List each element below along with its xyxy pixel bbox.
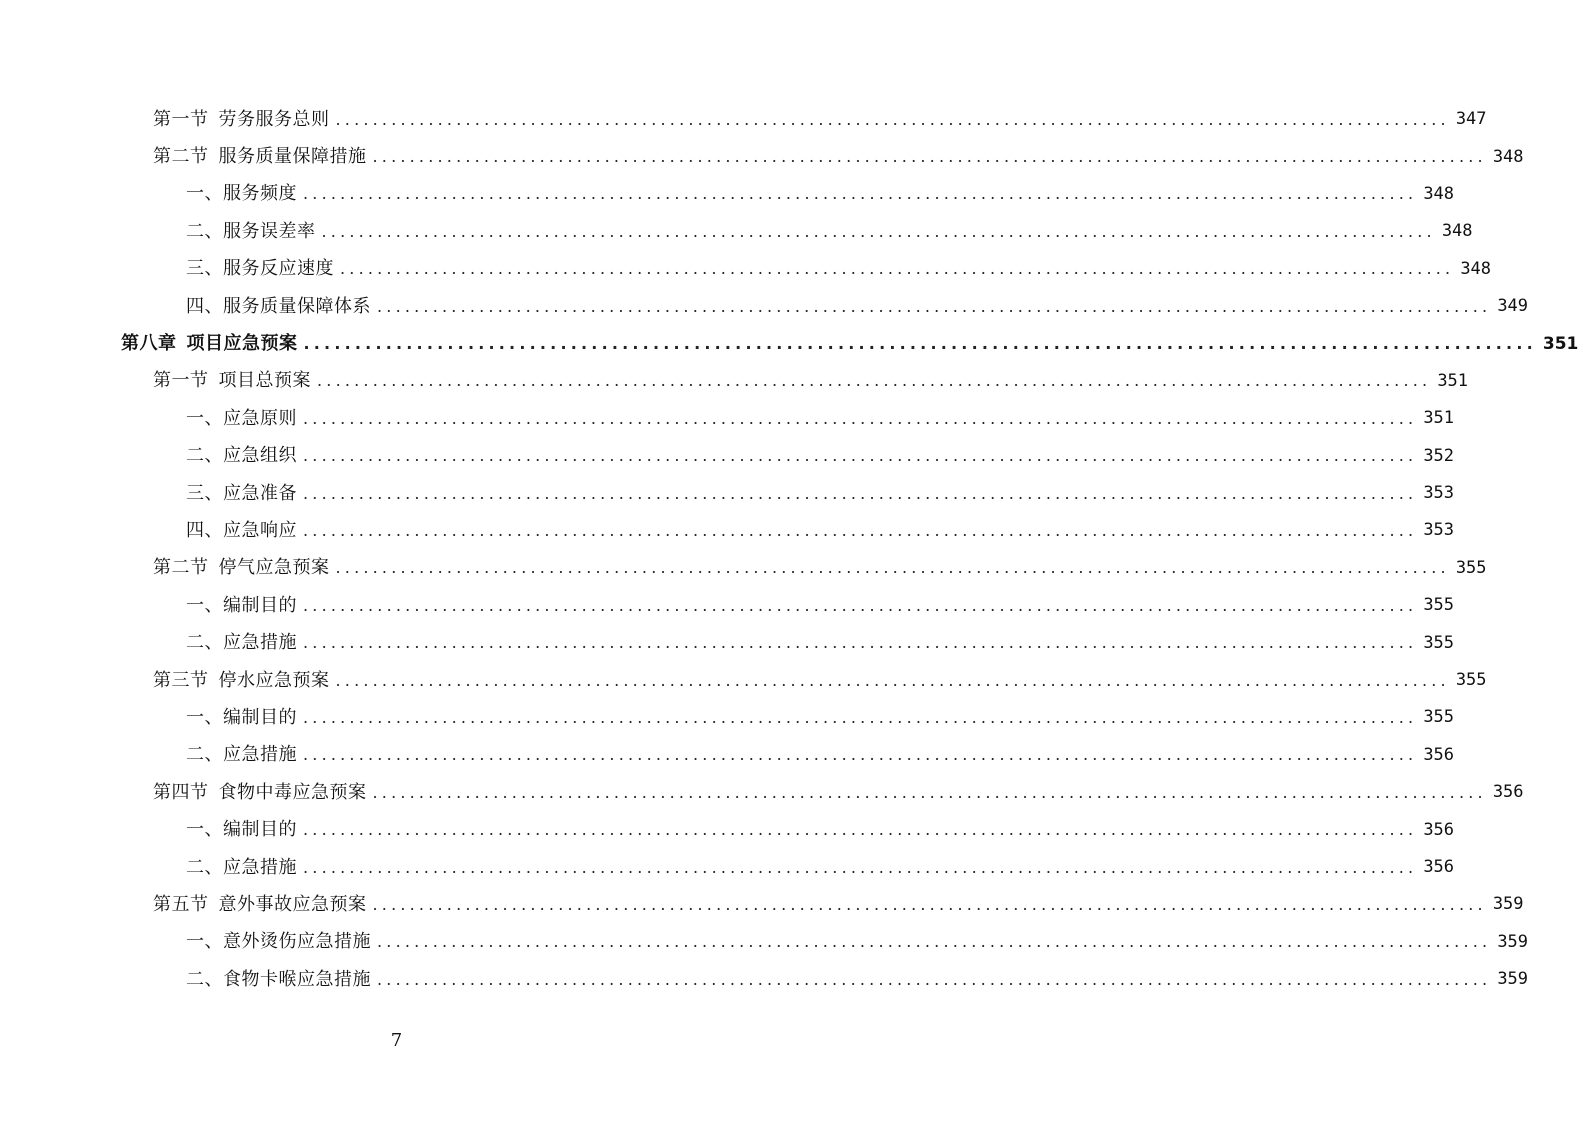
toc-entry-label: 第一节 — [153, 370, 209, 392]
toc-entry-label: 第八章 — [121, 333, 177, 355]
toc-entry-title: 二、应急组织 — [186, 445, 297, 467]
toc-entry-page: 353 — [1423, 483, 1455, 504]
toc-item-entry[interactable] — [0, 961, 1529, 998]
toc-entry-label: 第三节 — [153, 669, 209, 691]
toc-item-entry[interactable] — [0, 251, 1492, 288]
toc-entry-title: 意外事故应急预案 — [218, 893, 367, 915]
toc-dot-leader: ........................................................................................................................ — [340, 259, 1455, 279]
toc-entry-title: 项目应急预案 — [186, 333, 298, 355]
toc-entry-page: 356 — [1423, 857, 1455, 877]
toc-item-entry[interactable] — [0, 288, 1529, 325]
toc-entry-page: 356 — [1492, 782, 1524, 803]
toc-entry-page: 355 — [1423, 595, 1455, 616]
toc-dot-leader: ........................................................................................................................ — [317, 371, 1432, 391]
toc-entry-title: 停水应急预案 — [218, 669, 330, 691]
toc-entry-label: 第五节 — [153, 893, 209, 915]
toc-item-entry[interactable] — [0, 924, 1529, 961]
toc-dot-leader: ........................................................................................................................ — [321, 221, 1436, 241]
toc-section-entry[interactable] — [0, 774, 1524, 811]
toc-dot-leader: ........................................................................................................................ — [303, 857, 1418, 877]
toc-item-entry[interactable] — [0, 624, 1455, 661]
table-of-contents — [0, 101, 1578, 998]
toc-entry-page: 351 — [1437, 370, 1469, 391]
toc-dot-leader: ........................................................................................................................ — [303, 184, 1418, 204]
toc-entry-page: 359 — [1492, 894, 1524, 915]
toc-dot-leader: ........................................................................................................................ — [303, 595, 1418, 615]
toc-entry-title: 三、服务反应速度 — [186, 258, 334, 280]
toc-entry-page: 351 — [1423, 408, 1455, 429]
toc-entry-title: 二、服务误差率 — [186, 220, 316, 242]
toc-entry-page: 359 — [1497, 931, 1529, 952]
toc-entry-page: 356 — [1423, 819, 1455, 840]
toc-entry-title: 服务质量保障措施 — [218, 146, 367, 168]
toc-dot-leader: ........................................................................................................................ — [303, 820, 1418, 840]
toc-dot-leader: ........................................................................................................................ — [335, 670, 1450, 690]
toc-dot-leader: ........................................................................................................................ — [303, 408, 1418, 428]
toc-entry-label: 第一节 — [153, 108, 209, 130]
toc-dot-leader: ........................................................................................................................ — [377, 296, 1492, 316]
toc-entry-page: 353 — [1423, 520, 1455, 541]
toc-entry-title: 二、应急措施 — [186, 856, 297, 878]
toc-entry-page: 349 — [1497, 296, 1529, 317]
toc-item-entry[interactable] — [0, 811, 1455, 848]
toc-entry-page: 348 — [1492, 146, 1524, 167]
toc-section-entry[interactable] — [0, 363, 1469, 400]
toc-dot-leader: ........................................................................................................................ — [335, 109, 1450, 129]
toc-section-entry[interactable] — [0, 550, 1487, 587]
toc-entry-title: 四、服务质量保障体系 — [186, 295, 371, 317]
toc-entry-page: 359 — [1497, 969, 1529, 990]
toc-entry-title: 食物中毒应急预案 — [218, 781, 367, 803]
toc-item-entry[interactable] — [0, 400, 1455, 437]
toc-entry-title: 二、应急措施 — [186, 744, 297, 766]
toc-entry-title: 二、食物卡喉应急措施 — [186, 968, 371, 990]
toc-entry-title: 一、应急原则 — [186, 407, 297, 429]
toc-entry-page: 355 — [1455, 557, 1487, 578]
toc-dot-leader: ........................................................................................................................ — [303, 483, 1418, 503]
toc-dot-leader: ........................................................................................................................ — [372, 147, 1487, 167]
toc-entry-title: 一、服务频度 — [186, 183, 297, 205]
page-number: 7 — [390, 1030, 403, 1051]
toc-entry-title: 停气应急预案 — [218, 557, 330, 579]
toc-dot-leader: ........................................................................................................................ — [303, 633, 1418, 653]
toc-entry-title: 一、编制目的 — [186, 594, 297, 616]
toc-entry-page: 348 — [1441, 221, 1473, 242]
toc-dot-leader: ........................................................................................................................ — [372, 894, 1487, 914]
toc-dot-leader: ........................................................................................................................ — [335, 558, 1450, 578]
toc-entry-label: 第二节 — [153, 557, 209, 579]
toc-item-entry[interactable] — [0, 849, 1455, 886]
toc-entry-title: 一、意外烫伤应急措施 — [186, 931, 371, 953]
toc-entry-page: 351 — [1542, 333, 1578, 354]
toc-entry-page: 355 — [1423, 707, 1455, 728]
toc-section-entry[interactable] — [0, 662, 1487, 699]
toc-item-entry[interactable] — [0, 512, 1455, 549]
toc-entry-page: 352 — [1423, 445, 1455, 466]
toc-dot-leader: ........................................................................................................................ — [303, 446, 1418, 466]
toc-section-entry[interactable] — [0, 886, 1524, 923]
toc-item-entry[interactable] — [0, 737, 1455, 774]
toc-entry-title: 一、编制目的 — [186, 819, 297, 841]
toc-dot-leader: ........................................................................................................................ — [372, 782, 1487, 802]
toc-dot-leader: ........................................................................................................................ — [303, 707, 1418, 727]
toc-entry-title: 二、应急措施 — [186, 632, 297, 654]
toc-dot-leader: ........................................................................................................................ — [377, 932, 1492, 952]
toc-chapter-entry[interactable] — [0, 325, 1578, 362]
toc-dot-leader: ........................................................................................................................ — [303, 520, 1418, 540]
toc-entry-title: 项目总预案 — [218, 370, 311, 392]
toc-item-entry[interactable] — [0, 699, 1455, 736]
toc-entry-title: 四、应急响应 — [186, 519, 297, 541]
toc-entry-page: 355 — [1423, 632, 1455, 653]
toc-entry-label: 第四节 — [153, 781, 209, 803]
toc-entry-title: 劳务服务总则 — [218, 108, 330, 130]
toc-entry-title: 三、应急准备 — [186, 482, 297, 504]
toc-dot-leader: ........................................................................................................................ — [303, 334, 1537, 354]
toc-dot-leader: ........................................................................................................................ — [303, 745, 1418, 765]
toc-entry-page: 355 — [1455, 670, 1487, 691]
toc-entry-page: 348 — [1423, 183, 1455, 204]
toc-section-entry[interactable] — [0, 138, 1524, 175]
toc-item-entry[interactable] — [0, 475, 1455, 512]
toc-section-entry[interactable] — [0, 101, 1487, 138]
toc-entry-label: 第二节 — [153, 146, 209, 168]
toc-entry-page: 347 — [1455, 109, 1487, 130]
toc-item-entry[interactable] — [0, 213, 1473, 250]
toc-item-entry[interactable] — [0, 438, 1455, 475]
toc-entry-title: 一、编制目的 — [186, 706, 297, 728]
toc-item-entry[interactable] — [0, 176, 1455, 213]
toc-entry-page: 348 — [1460, 258, 1492, 279]
toc-dot-leader: ........................................................................................................................ — [377, 969, 1492, 989]
toc-item-entry[interactable] — [0, 587, 1455, 624]
toc-entry-page: 356 — [1423, 744, 1455, 765]
